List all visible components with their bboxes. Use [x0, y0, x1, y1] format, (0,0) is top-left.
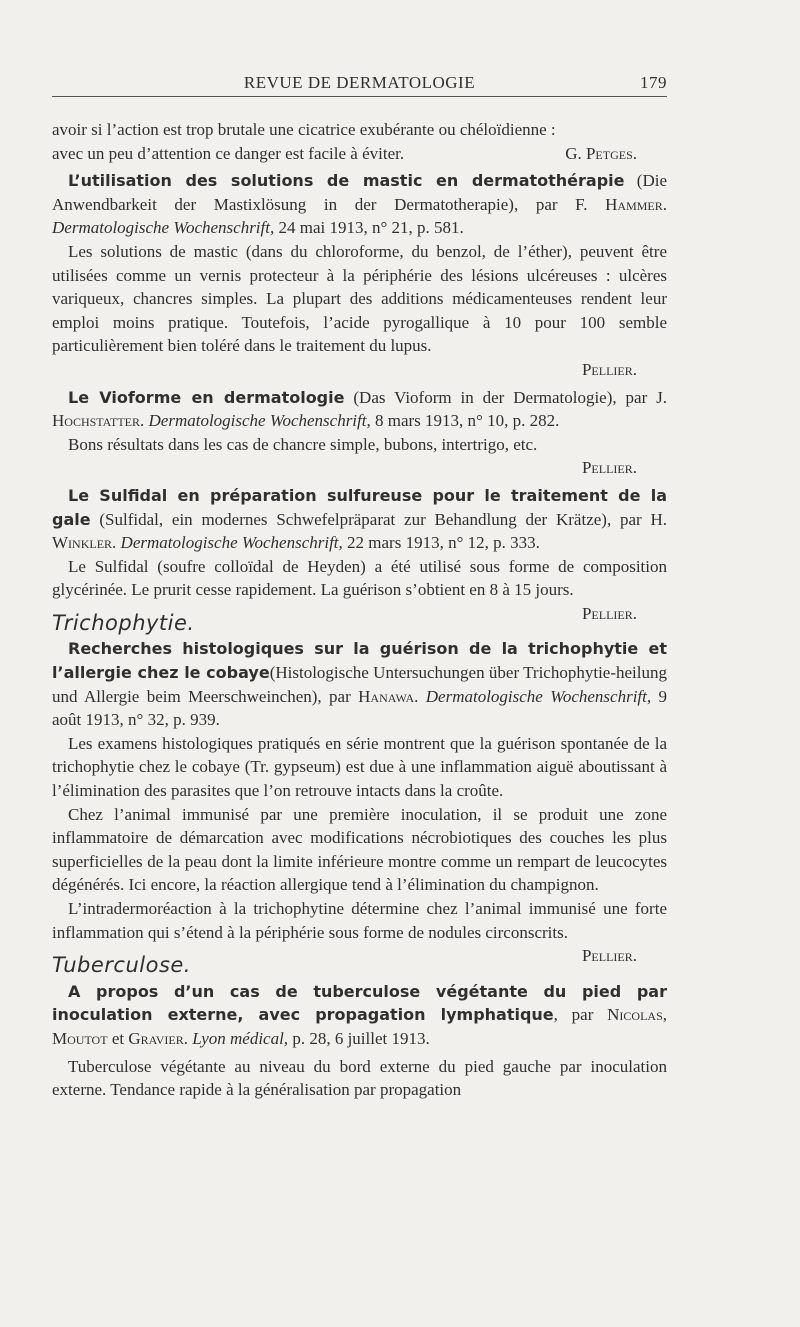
abstract-title: A propos d’un cas de tuberculose végétante du pied par inoculation externe, avec propagation lymphatique — [52, 981, 667, 1025]
abstract-text: Le Sulfidal (soufre colloïdal de Heyden) a été utilisé sous forme de composition glycérinée. Le prurit cesse rapidement. La guérison s’obtient en 8 à 15 jours. — [52, 556, 667, 600]
citation-author: Hammer. — [605, 194, 667, 214]
abstract-vioforme-text: Bons résultats dans les cas de chancre simple, bubons, intertrigo, etc. — [68, 434, 538, 454]
citation-details: 24 mai 1913, n° 21, p. 581. — [274, 218, 464, 238]
citation-text: et — [107, 1028, 129, 1048]
citation-journal: Dermatologische Wochenschrift, — [425, 686, 652, 706]
abstract-title: Recherches histologiques sur la guérison de la trichophytie et l’allergie chez le cobaye — [52, 639, 667, 683]
abstract-tuberculose-heading — [52, 980, 667, 1051]
citation-author: Hanawa. — [358, 686, 419, 706]
abstract-sulfidal-heading — [52, 484, 667, 555]
abstract-title: Le Vioforme en dermatologie — [68, 387, 345, 407]
abstract-mastic-heading — [52, 169, 667, 240]
citation-author: Nicolas, — [607, 1005, 667, 1025]
citation-details: p. 28, 6 juillet 1913. — [288, 1028, 430, 1048]
citation-journal: Dermatologische Wochenschrift, — [148, 411, 371, 431]
intro-line-1: avoir si l’action est trop brutale une cicatrice exubérante ou chéloïdienne : — [52, 120, 556, 139]
section-heading-tuberculose: Tuberculose. — [52, 953, 191, 978]
abstract-vioforme-heading — [52, 386, 667, 433]
citation-author: Gravier. — [128, 1028, 188, 1048]
abstract-mastic-text: Les solutions de mastic (dans du chloroforme, du benzol, de l’éther), peuvent être utilisées comme un vernis protecteur à la périphérie des lésions ulcéreuses : ulcères variqueux, chancres simples. La plupart des additions médicamenteuses rendent leur emploi moins pratique. Toutefois, l’acide pyrogallique à 10 pour 100 semble particulièrement bien toléré dans le traitement du lupus. — [52, 241, 667, 356]
abstract-trichophytie-p2: Chez l’animal immunisé par une première inoculation, il se produit une zone inflammatoire de démarcation avec modifications nécrobiotiques des couches les plus superficielles de la peau dont la limite inférieure montre comme un rempart de leucocytes dégénérés. Ici encore, la réaction allergique tend à l’élimination du champignon. — [52, 804, 667, 895]
citation-journal: Dermatologische Wochenschrift, — [120, 533, 343, 553]
running-head — [52, 70, 667, 97]
citation-journal: Dermatologische Wochenschrift, — [52, 218, 275, 238]
citation-text: (Histologische Untersuchungen über Trichophytie-heilung und Allergie beim Meerschweinchen), par — [52, 663, 667, 706]
intro-signed-line — [52, 142, 667, 166]
citation-author: Winkler. — [52, 533, 117, 553]
abstract-title: Le Sulfidal en préparation sulfureuse pour le traitement de la gale — [52, 485, 667, 529]
citation-text: (Sulfidal, ein modernes Schwefelpräparat zur Behandlung der Krätze), par H. — [90, 509, 667, 529]
abstract-trichophytie-heading — [52, 637, 667, 731]
signature-pellier: Pellier. — [581, 603, 637, 623]
abstract-title: L’utilisation des solutions de mastic en dermatothérapie — [68, 171, 625, 191]
article-body — [52, 118, 667, 1102]
running-title: REVUE DE DERMATOLOGIE — [243, 73, 476, 92]
citation-details: 22 mars 1913, n° 12, p. 333. — [342, 533, 540, 553]
abstract-text: L’intradermoréaction à la trichophytine détermine chez l’animal immunisé une forte inflammation qui s’étend à la périphérie sous forme de nodules circonscrits. — [52, 899, 667, 942]
citation-text: , par — [553, 1005, 608, 1025]
citation-text: (Das Vioform in der Dermatologie), par J. — [344, 387, 668, 407]
citation-details: 9 août 1913, n° 32, p. 939. — [52, 686, 668, 730]
citation-text: (Die Anwendbarkeit der Mastixlösung in der Dermatotherapie), par F. — [52, 171, 667, 214]
abstract-trichophytie-p1: Les examens histologiques pratiqués en série montrent que la guérison spontanée de la trichophytie chez le cobaye (Tr. gypseum) est due à une inflammation aiguë aboutissant à l’élimination des parasites que l’on retrouve intacts dans la croûte. — [52, 733, 667, 801]
citation-details: 8 mars 1913, n° 10, p. 282. — [370, 411, 560, 431]
citation-author: Moutot — [52, 1028, 108, 1048]
page-number: 179 — [640, 73, 667, 92]
citation-journal: Lyon médical, — [192, 1028, 289, 1048]
section-heading-trichophytie: Trichophytie. — [52, 610, 195, 635]
abstract-tuberculose-text: Tuberculose végétante au niveau du bord externe du pied gauche par inoculation externe. Tendance rapide à la généralisation par propagation — [52, 1056, 667, 1100]
intro-line-2: avec un peu d’attention ce danger est facile à éviter. — [52, 143, 405, 163]
signature-pellier: Pellier. — [581, 458, 637, 478]
signature-petges: G. Petges. — [565, 143, 637, 163]
signature-pellier: Pellier. — [581, 946, 637, 966]
citation-author: Hochstatter. — [52, 411, 145, 431]
signature-pellier: Pellier. — [581, 359, 637, 379]
